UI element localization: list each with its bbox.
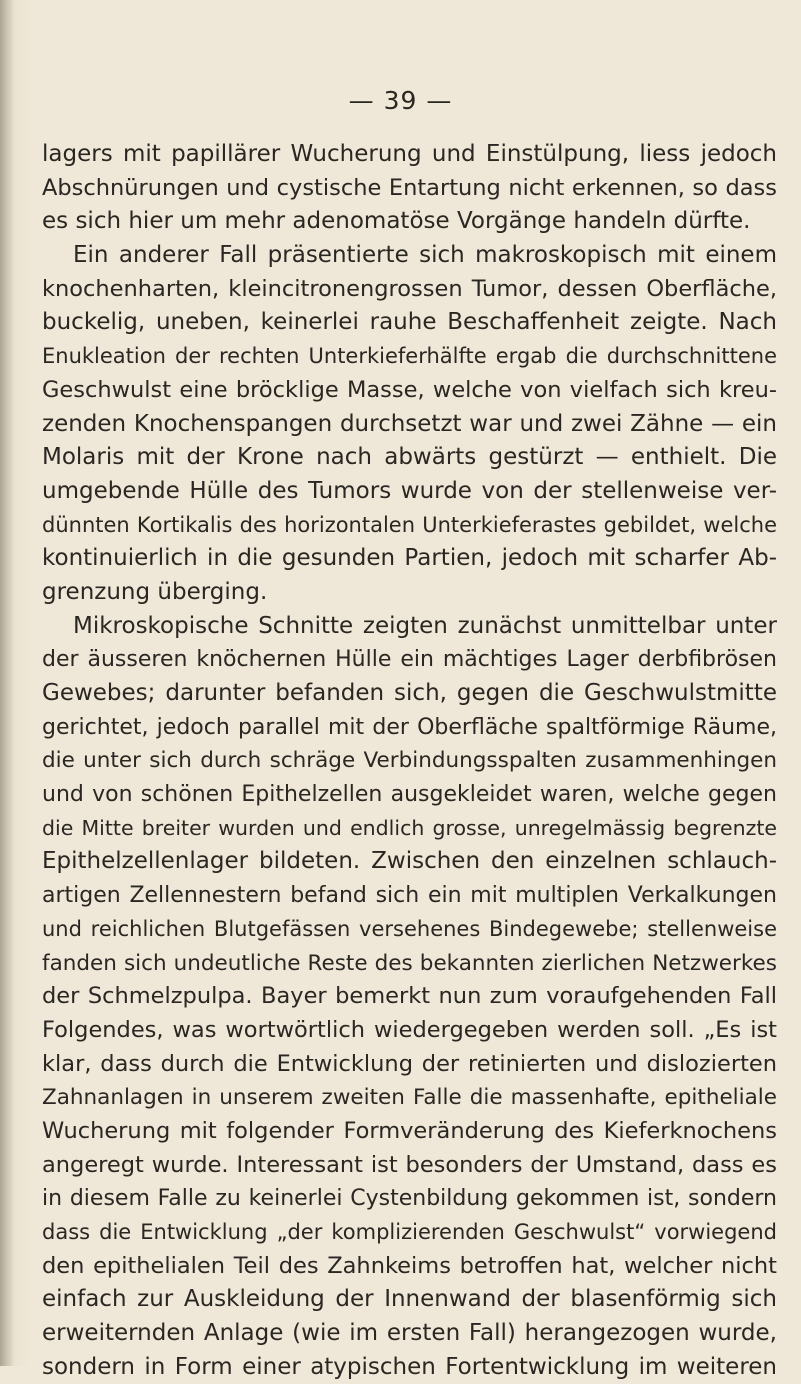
text-line: Geschwulst eine bröcklige Masse, welche von vielfach sich kreu-: [42, 376, 777, 403]
text-line: die Mitte breiter wurden und endlich grosse, unregelmässig begrenzte: [42, 815, 777, 840]
text-line: die unter sich durch schräge Verbindungsspalten zusammenhingen: [42, 748, 777, 774]
text-line: sondern in Form einer atypischen Fortentwicklung im weiteren: [42, 1353, 777, 1380]
text-line: Molaris mit der Krone nach abwärts gestürzt — enthielt. Die: [42, 444, 777, 471]
text-line: zenden Knochenspangen durchsetzt war und zwei Zähne — ein: [42, 410, 777, 437]
text-line: einfach zur Auskleidung der Innenwand der blasenförmig sich: [42, 1286, 777, 1313]
text-line: Epithelzellenlager bildeten. Zwischen den einzelnen schlauch-: [42, 848, 777, 875]
text-line: Wucherung mit folgender Formveränderung des Kieferknochens: [42, 1117, 777, 1144]
text-line: in diesem Falle zu keinerlei Cystenbildung gekommen ist, sondern: [42, 1186, 777, 1212]
text-line: den epithelialen Teil des Zahnkeims betroffen hat, welcher nicht: [42, 1252, 777, 1279]
text-line: dass die Entwicklung „der komplizierenden Geschwulst“ vorwiegend: [42, 1220, 777, 1244]
text-line: dünnten Kortikalis des horizontalen Unterkieferastes gebildet, welche: [42, 512, 777, 537]
text-line: erweiternden Anlage (wie im ersten Fall) herangezogen wurde,: [42, 1320, 777, 1347]
text-line: Zahnanlagen in unserem zweiten Falle die massenhafte, epitheliale: [42, 1085, 777, 1111]
text-line: der äusseren knöchernen Hülle ein mächtiges Lager derbfibrösen: [42, 647, 777, 673]
text-line: es sich hier um mehr adenomatöse Vorgänge handeln dürfte.: [42, 208, 751, 235]
text-line: Ein anderer Fall präsentierte sich makroskopisch mit einem: [73, 242, 777, 269]
binding-shadow: [0, 0, 14, 1366]
text-line: knochenharten, kleincitronengrossen Tumor, dessen Oberfläche,: [42, 275, 777, 302]
text-line: Abschnürungen und cystische Entartung nicht erkennen, so dass: [42, 174, 777, 201]
text-line: kontinuierlich in die gesunden Partien, jedoch mit scharfer Ab-: [42, 545, 777, 572]
body-text: [42, 138, 777, 1384]
text-line: Mikroskopische Schnitte zeigten zunächst unmittelbar unter: [73, 612, 777, 639]
page-number: — 39 —: [348, 86, 453, 115]
text-line: der Schmelzpulpa. Bayer bemerkt nun zum voraufgehenden Fall: [42, 983, 777, 1010]
text-line: artigen Zellennestern befand sich ein mit multiplen Verkalkungen: [42, 883, 777, 909]
text-line: buckelig, uneben, keinerlei rauhe Beschaffenheit zeigte. Nach: [42, 309, 777, 336]
text-line: Enukleation der rechten Unterkieferhälfte ergab die durchschnittene: [42, 344, 777, 369]
text-line: und von schönen Epithelzellen ausgekleidet waren, welche gegen: [42, 782, 777, 808]
text-line: klar, dass durch die Entwicklung der retinierten und dislozierten: [42, 1050, 777, 1077]
text-line: Folgendes, was wortwörtlich wiedergegeben werden soll. „Es ist: [42, 1016, 777, 1043]
text-line: angeregt wurde. Interessant ist besonders der Umstand, dass es: [42, 1151, 777, 1178]
text-line: und reichlichen Blutgefässen versehenes Bindegewebe; stellenweise: [42, 916, 777, 941]
text-line: grenzung überging.: [42, 578, 268, 605]
text-line: lagers mit papillärer Wucherung und Einstülpung, liess jedoch: [42, 141, 777, 167]
text-line: umgebende Hülle des Tumors wurde von der stellenweise ver-: [42, 477, 777, 504]
text-line: Gewebes; darunter befanden sich, gegen die Geschwulstmitte: [42, 680, 777, 706]
text-line: gerichtet, jedoch parallel mit der Oberfläche spaltförmige Räume,: [42, 714, 777, 740]
text-line: fanden sich undeutliche Reste des bekannten zierlichen Netzwerkes: [42, 950, 777, 976]
